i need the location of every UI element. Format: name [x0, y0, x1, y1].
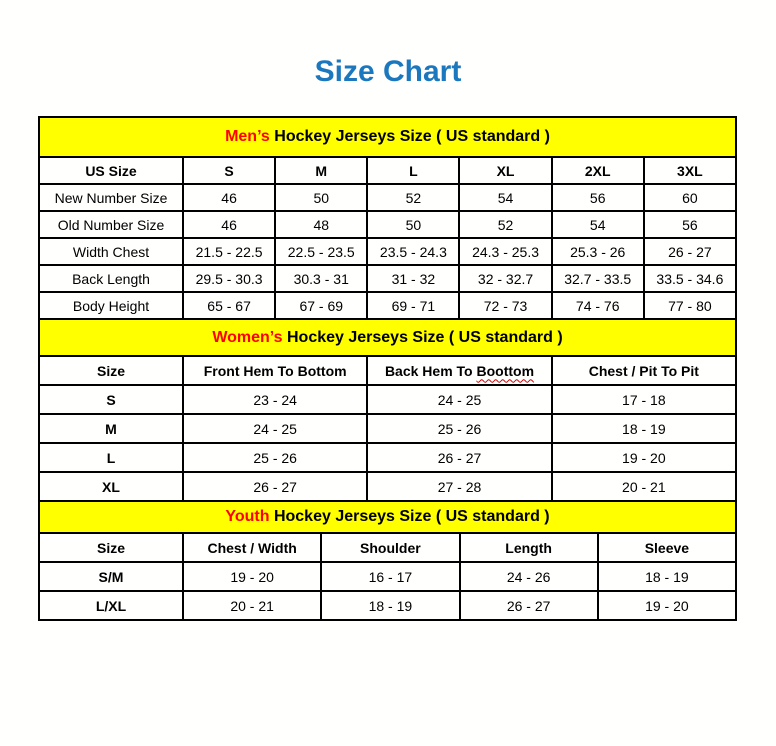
women-row-label: M — [39, 414, 183, 443]
youth-header-cell: Chest / Width — [183, 533, 321, 562]
women-value-cell: 23 - 24 — [183, 385, 367, 414]
women-value-cell: 24 - 25 — [367, 385, 551, 414]
youth-size-table-body — [39, 501, 736, 620]
men-value-cell: 50 — [367, 211, 459, 238]
men-value-cell: 46 — [183, 211, 275, 238]
men-value-cell: 69 - 71 — [367, 292, 459, 319]
women-table-row — [39, 414, 736, 443]
men-value-cell: 30.3 - 31 — [275, 265, 367, 292]
men-value-cell: 26 - 27 — [644, 238, 736, 265]
men-table-row — [39, 265, 736, 292]
men-value-cell: 24.3 - 25.3 — [459, 238, 551, 265]
women-value-cell: 27 - 28 — [367, 472, 551, 501]
men-header-cell: M — [275, 157, 367, 184]
mens-size-table-body — [39, 117, 736, 319]
youth-row-label: S/M — [39, 562, 183, 591]
men-row-label: New Number Size — [39, 184, 183, 211]
women-header-cell: Chest / Pit To Pit — [552, 356, 736, 385]
women-header-misspelled-word: Boottom — [476, 362, 535, 379]
men-header-cell: S — [183, 157, 275, 184]
youth-value-cell: 18 - 19 — [321, 591, 459, 620]
men-table-row — [39, 211, 736, 238]
youth-header-cell: Shoulder — [321, 533, 459, 562]
youth-table-row — [39, 562, 736, 591]
men-value-cell: 23.5 - 24.3 — [367, 238, 459, 265]
women-row-label: S — [39, 385, 183, 414]
women-value-cell: 24 - 25 — [183, 414, 367, 443]
youth-value-cell: 19 - 20 — [183, 562, 321, 591]
youth-band-highlight: Youth — [225, 508, 270, 525]
men-value-cell: 74 - 76 — [552, 292, 644, 319]
women-row-label: L — [39, 443, 183, 472]
youth-value-cell: 24 - 26 — [460, 562, 598, 591]
size-chart-tables — [38, 116, 738, 621]
men-value-cell: 54 — [552, 211, 644, 238]
men-value-cell: 25.3 - 26 — [552, 238, 644, 265]
men-value-cell: 50 — [275, 184, 367, 211]
youth-size-table — [38, 500, 737, 621]
men-value-cell: 65 - 67 — [183, 292, 275, 319]
mens-size-table — [38, 116, 737, 320]
men-value-cell: 46 — [183, 184, 275, 211]
men-value-cell: 32.7 - 33.5 — [552, 265, 644, 292]
youth-value-cell: 19 - 20 — [598, 591, 736, 620]
page-title: Size Chart — [314, 55, 462, 88]
women-header-row — [39, 356, 736, 385]
men-value-cell: 48 — [275, 211, 367, 238]
men-value-cell: 60 — [644, 184, 736, 211]
women-value-cell: 19 - 20 — [552, 443, 736, 472]
women-band-row — [39, 319, 736, 356]
women-header-cell: Size — [39, 356, 183, 385]
youth-header-row — [39, 533, 736, 562]
men-value-cell: 31 - 32 — [367, 265, 459, 292]
men-row-label: Old Number Size — [39, 211, 183, 238]
women-row-label: XL — [39, 472, 183, 501]
women-header-cell — [367, 356, 551, 385]
men-value-cell: 56 — [644, 211, 736, 238]
men-value-cell: 54 — [459, 184, 551, 211]
men-value-cell: 22.5 - 23.5 — [275, 238, 367, 265]
men-header-cell: L — [367, 157, 459, 184]
men-value-cell: 32 - 32.7 — [459, 265, 551, 292]
men-value-cell: 72 - 73 — [459, 292, 551, 319]
youth-band-text: Hockey Jerseys Size ( US standard ) — [269, 508, 550, 525]
men-value-cell: 52 — [367, 184, 459, 211]
women-value-cell: 18 - 19 — [552, 414, 736, 443]
youth-value-cell: 18 - 19 — [598, 562, 736, 591]
men-value-cell: 56 — [552, 184, 644, 211]
men-value-cell: 33.5 - 34.6 — [644, 265, 736, 292]
women-value-cell: 25 - 26 — [367, 414, 551, 443]
men-table-row — [39, 238, 736, 265]
men-band-highlight: Men’s — [225, 128, 270, 145]
youth-band-row — [39, 501, 736, 533]
youth-value-cell: 20 - 21 — [183, 591, 321, 620]
women-header-prefix: Back Hem To — [384, 362, 477, 379]
men-band-text: Hockey Jerseys Size ( US standard ) — [269, 128, 550, 145]
men-header-cell: 2XL — [552, 157, 644, 184]
youth-band — [39, 501, 736, 533]
women-header-cell: Front Hem To Bottom — [183, 356, 367, 385]
men-row-label: Back Length — [39, 265, 183, 292]
youth-value-cell: 16 - 17 — [321, 562, 459, 591]
womens-size-table — [38, 318, 737, 502]
men-table-row — [39, 292, 736, 319]
men-value-cell: 67 - 69 — [275, 292, 367, 319]
women-value-cell: 17 - 18 — [552, 385, 736, 414]
men-band-row — [39, 117, 736, 157]
women-table-row — [39, 385, 736, 414]
men-value-cell: 29.5 - 30.3 — [183, 265, 275, 292]
women-value-cell: 25 - 26 — [183, 443, 367, 472]
women-band-text: Hockey Jerseys Size ( US standard ) — [282, 328, 563, 346]
youth-header-cell: Length — [460, 533, 598, 562]
youth-table-row — [39, 591, 736, 620]
men-value-cell: 52 — [459, 211, 551, 238]
men-header-cell: US Size — [39, 157, 183, 184]
women-band — [39, 319, 736, 356]
youth-row-label: L/XL — [39, 591, 183, 620]
women-table-row — [39, 472, 736, 501]
men-header-cell: XL — [459, 157, 551, 184]
men-band — [39, 117, 736, 157]
women-value-cell: 26 - 27 — [183, 472, 367, 501]
women-value-cell: 20 - 21 — [552, 472, 736, 501]
men-value-cell: 77 - 80 — [644, 292, 736, 319]
men-header-row — [39, 157, 736, 184]
women-band-highlight: Women’s — [212, 328, 283, 346]
men-value-cell: 21.5 - 22.5 — [183, 238, 275, 265]
men-table-row — [39, 184, 736, 211]
men-row-label: Width Chest — [39, 238, 183, 265]
womens-size-table-body — [39, 319, 736, 501]
men-row-label: Body Height — [39, 292, 183, 319]
size-chart-document — [0, 54, 776, 621]
youth-header-cell: Sleeve — [598, 533, 736, 562]
women-value-cell: 26 - 27 — [367, 443, 551, 472]
youth-header-cell: Size — [39, 533, 183, 562]
women-table-row — [39, 443, 736, 472]
men-header-cell: 3XL — [644, 157, 736, 184]
youth-value-cell: 26 - 27 — [460, 591, 598, 620]
